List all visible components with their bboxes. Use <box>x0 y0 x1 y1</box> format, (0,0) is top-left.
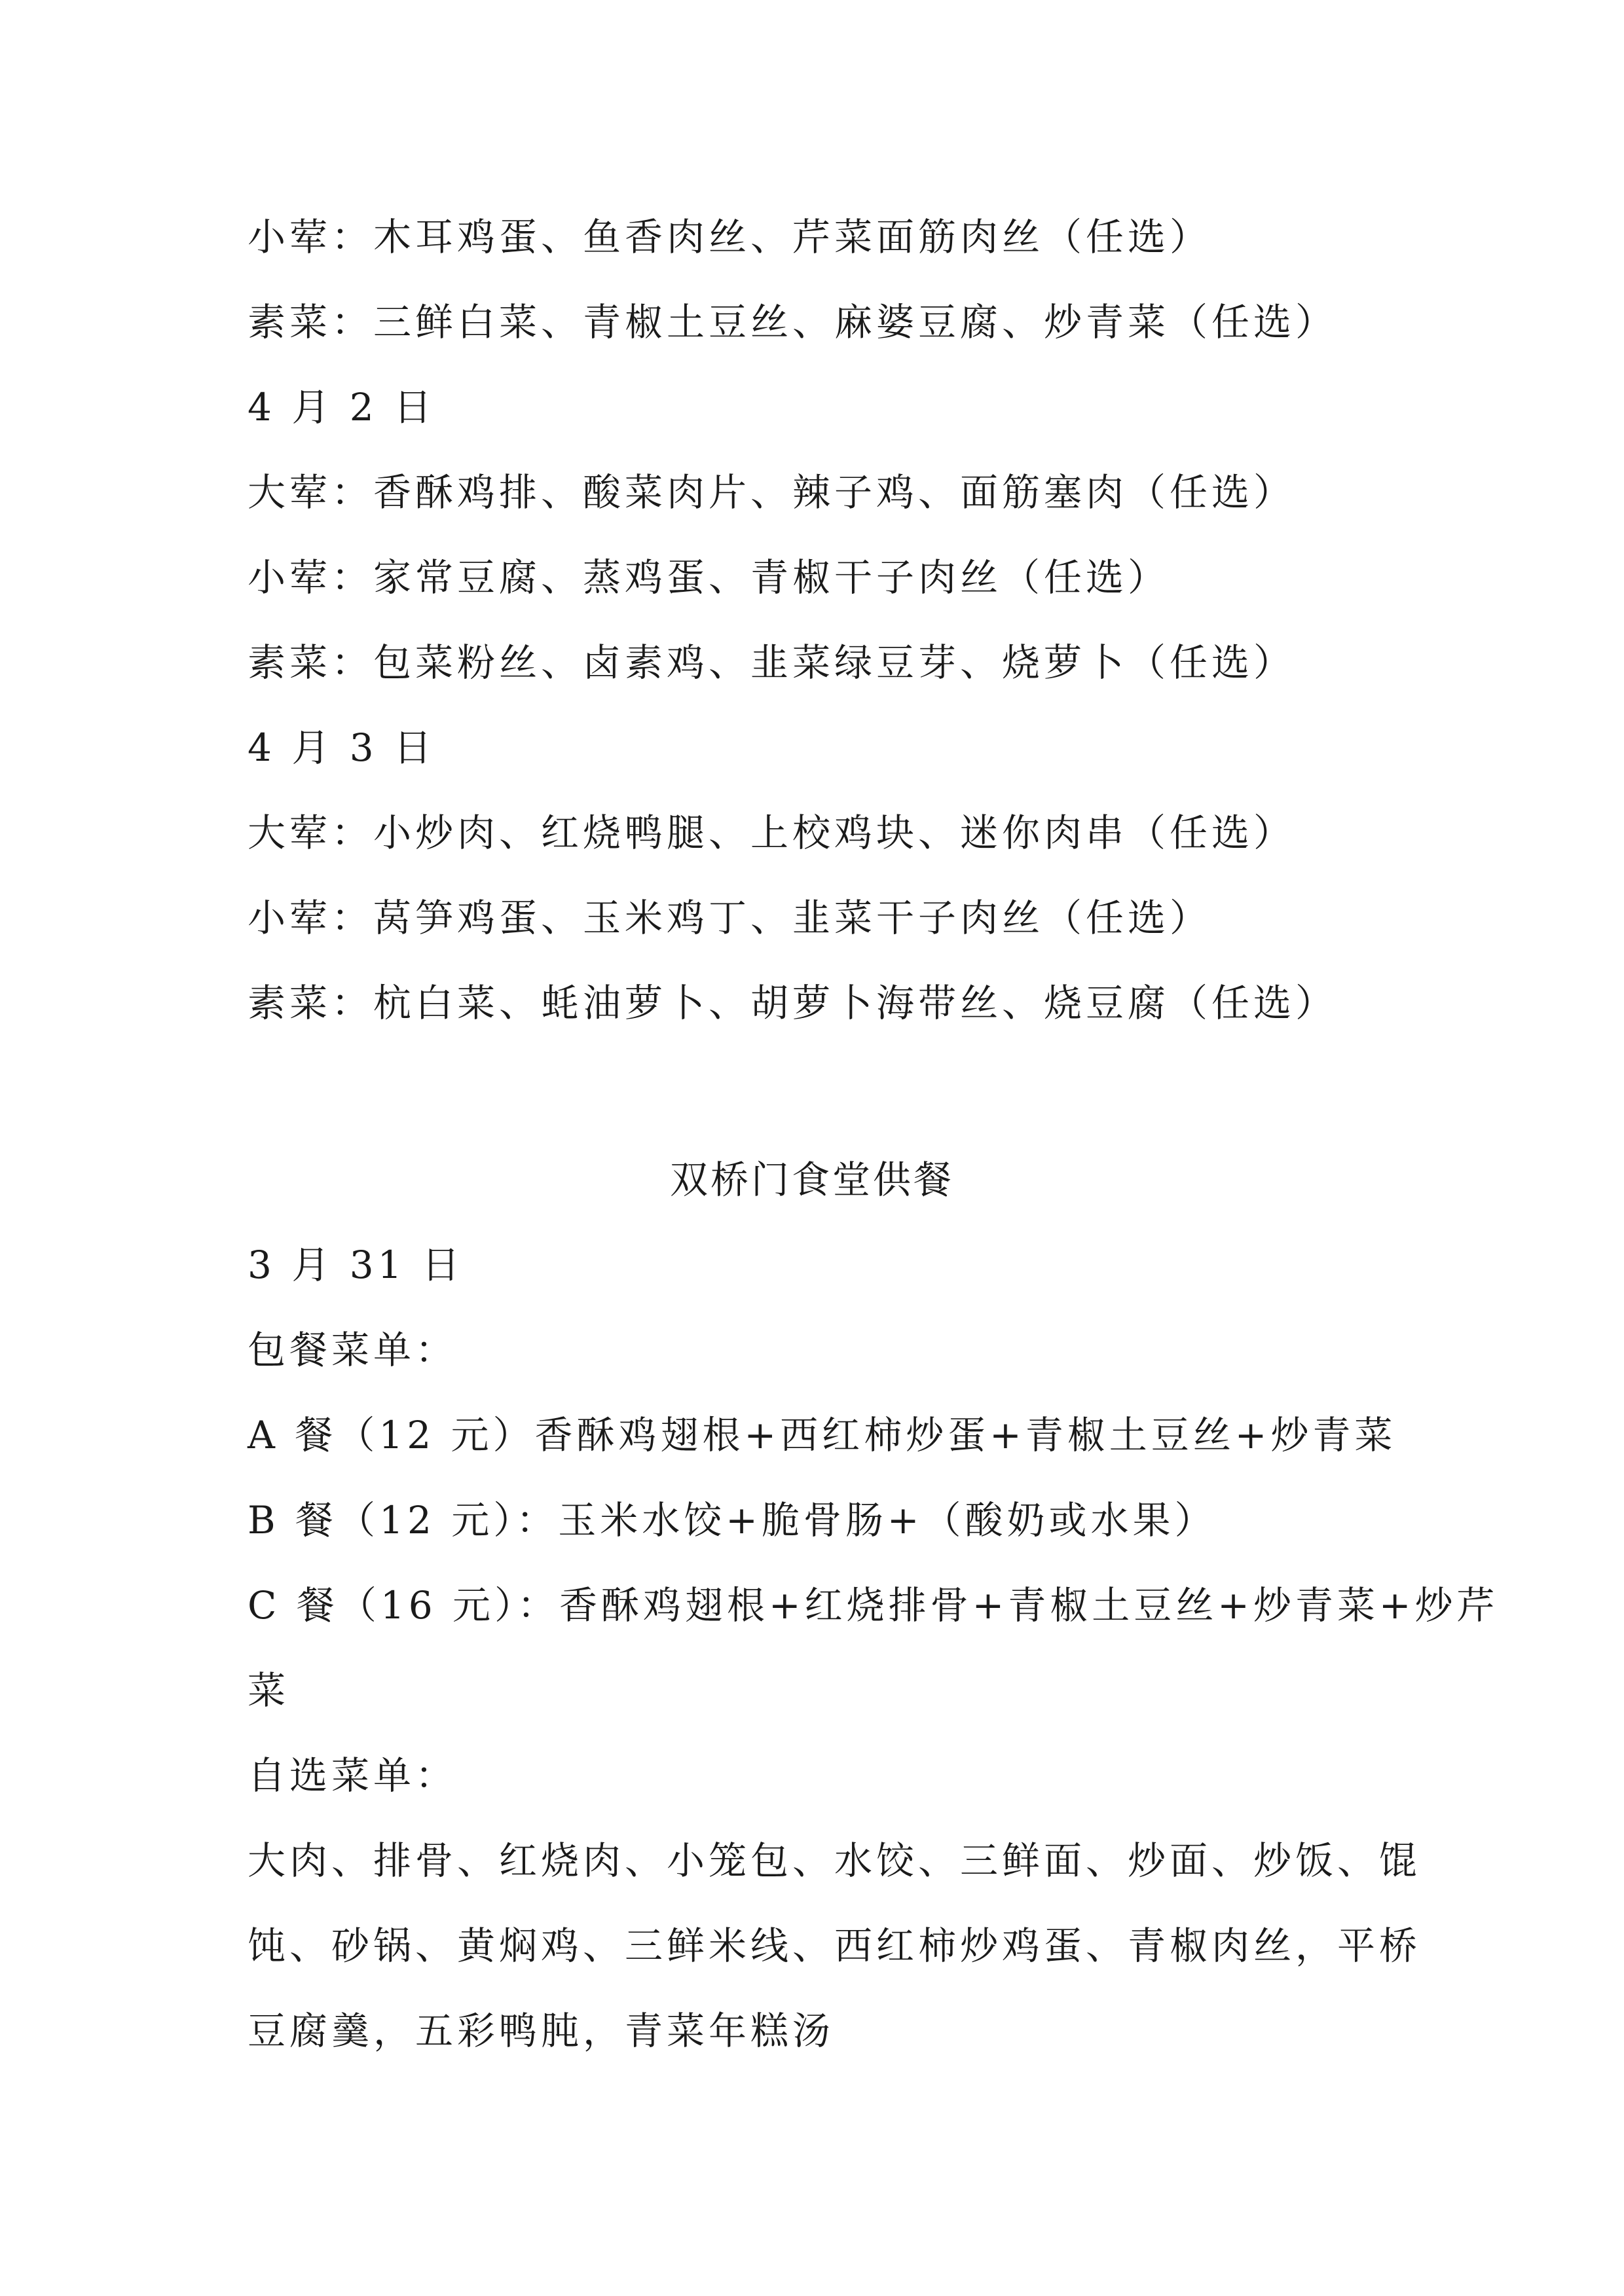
menu-line-small-meat-apr3: 小荤：莴笋鸡蛋、玉米鸡丁、韭菜干子肉丝（任选） <box>248 896 1212 940</box>
menu-line-vegetable-apr1: 素菜：三鲜白菜、青椒土豆丝、麻婆豆腐、炒青菜（任选） <box>248 300 1338 344</box>
self-select-line-3: 豆腐羹，五彩鸭肫，青菜年糕汤 <box>248 2009 835 2053</box>
meal-a-line: A 餐（12 元）香酥鸡翅根+西红柿炒蛋+青椒土豆丝+炒青菜 <box>248 1413 1397 1457</box>
menu-line-big-meat-apr3: 大荤：小炒肉、红烧鸭腿、上校鸡块、迷你肉串（任选） <box>248 811 1296 855</box>
menu-line-small-meat-apr2: 小荤：家常豆腐、蒸鸡蛋、青椒干子肉丝（任选） <box>248 555 1170 600</box>
self-select-line-2: 饨、砂锅、黄焖鸡、三鲜米线、西红柿炒鸡蛋、青椒肉丝，平桥 <box>248 1923 1422 1968</box>
menu-line-small-meat-apr1: 小荤：木耳鸡蛋、鱼香肉丝、芹菜面筋肉丝（任选） <box>248 215 1212 259</box>
date-line-apr2: 4 月 2 日 <box>248 385 436 429</box>
meal-c-line-continued: 菜 <box>248 1668 290 1713</box>
date-line-mar31: 3 月 31 日 <box>248 1243 464 1287</box>
menu-line-vegetable-apr3: 素菜：杭白菜、蚝油萝卜、胡萝卜海带丝、烧豆腐（任选） <box>248 981 1338 1025</box>
meal-b-line: B 餐（12 元）：玉米水饺+脆骨肠+（酸奶或水果） <box>248 1498 1217 1542</box>
section-title: 双桥门食堂供餐 <box>669 1157 954 1202</box>
package-menu-heading: 包餐菜单： <box>248 1328 458 1372</box>
meal-c-line: C 餐（16 元）：香酥鸡翅根+红烧排骨+青椒土豆丝+炒青菜+炒芹 <box>248 1583 1499 1628</box>
date-line-apr3: 4 月 3 日 <box>248 725 436 770</box>
self-select-menu-heading: 自选菜单： <box>248 1753 458 1798</box>
menu-line-big-meat-apr2: 大荤：香酥鸡排、酸菜肉片、辣子鸡、面筋塞肉（任选） <box>248 470 1296 515</box>
self-select-line-1: 大肉、排骨、红烧肉、小笼包、水饺、三鲜面、炒面、炒饭、馄 <box>248 1838 1422 1883</box>
menu-line-vegetable-apr2: 素菜：包菜粉丝、卤素鸡、韭菜绿豆芽、烧萝卜（任选） <box>248 640 1296 685</box>
